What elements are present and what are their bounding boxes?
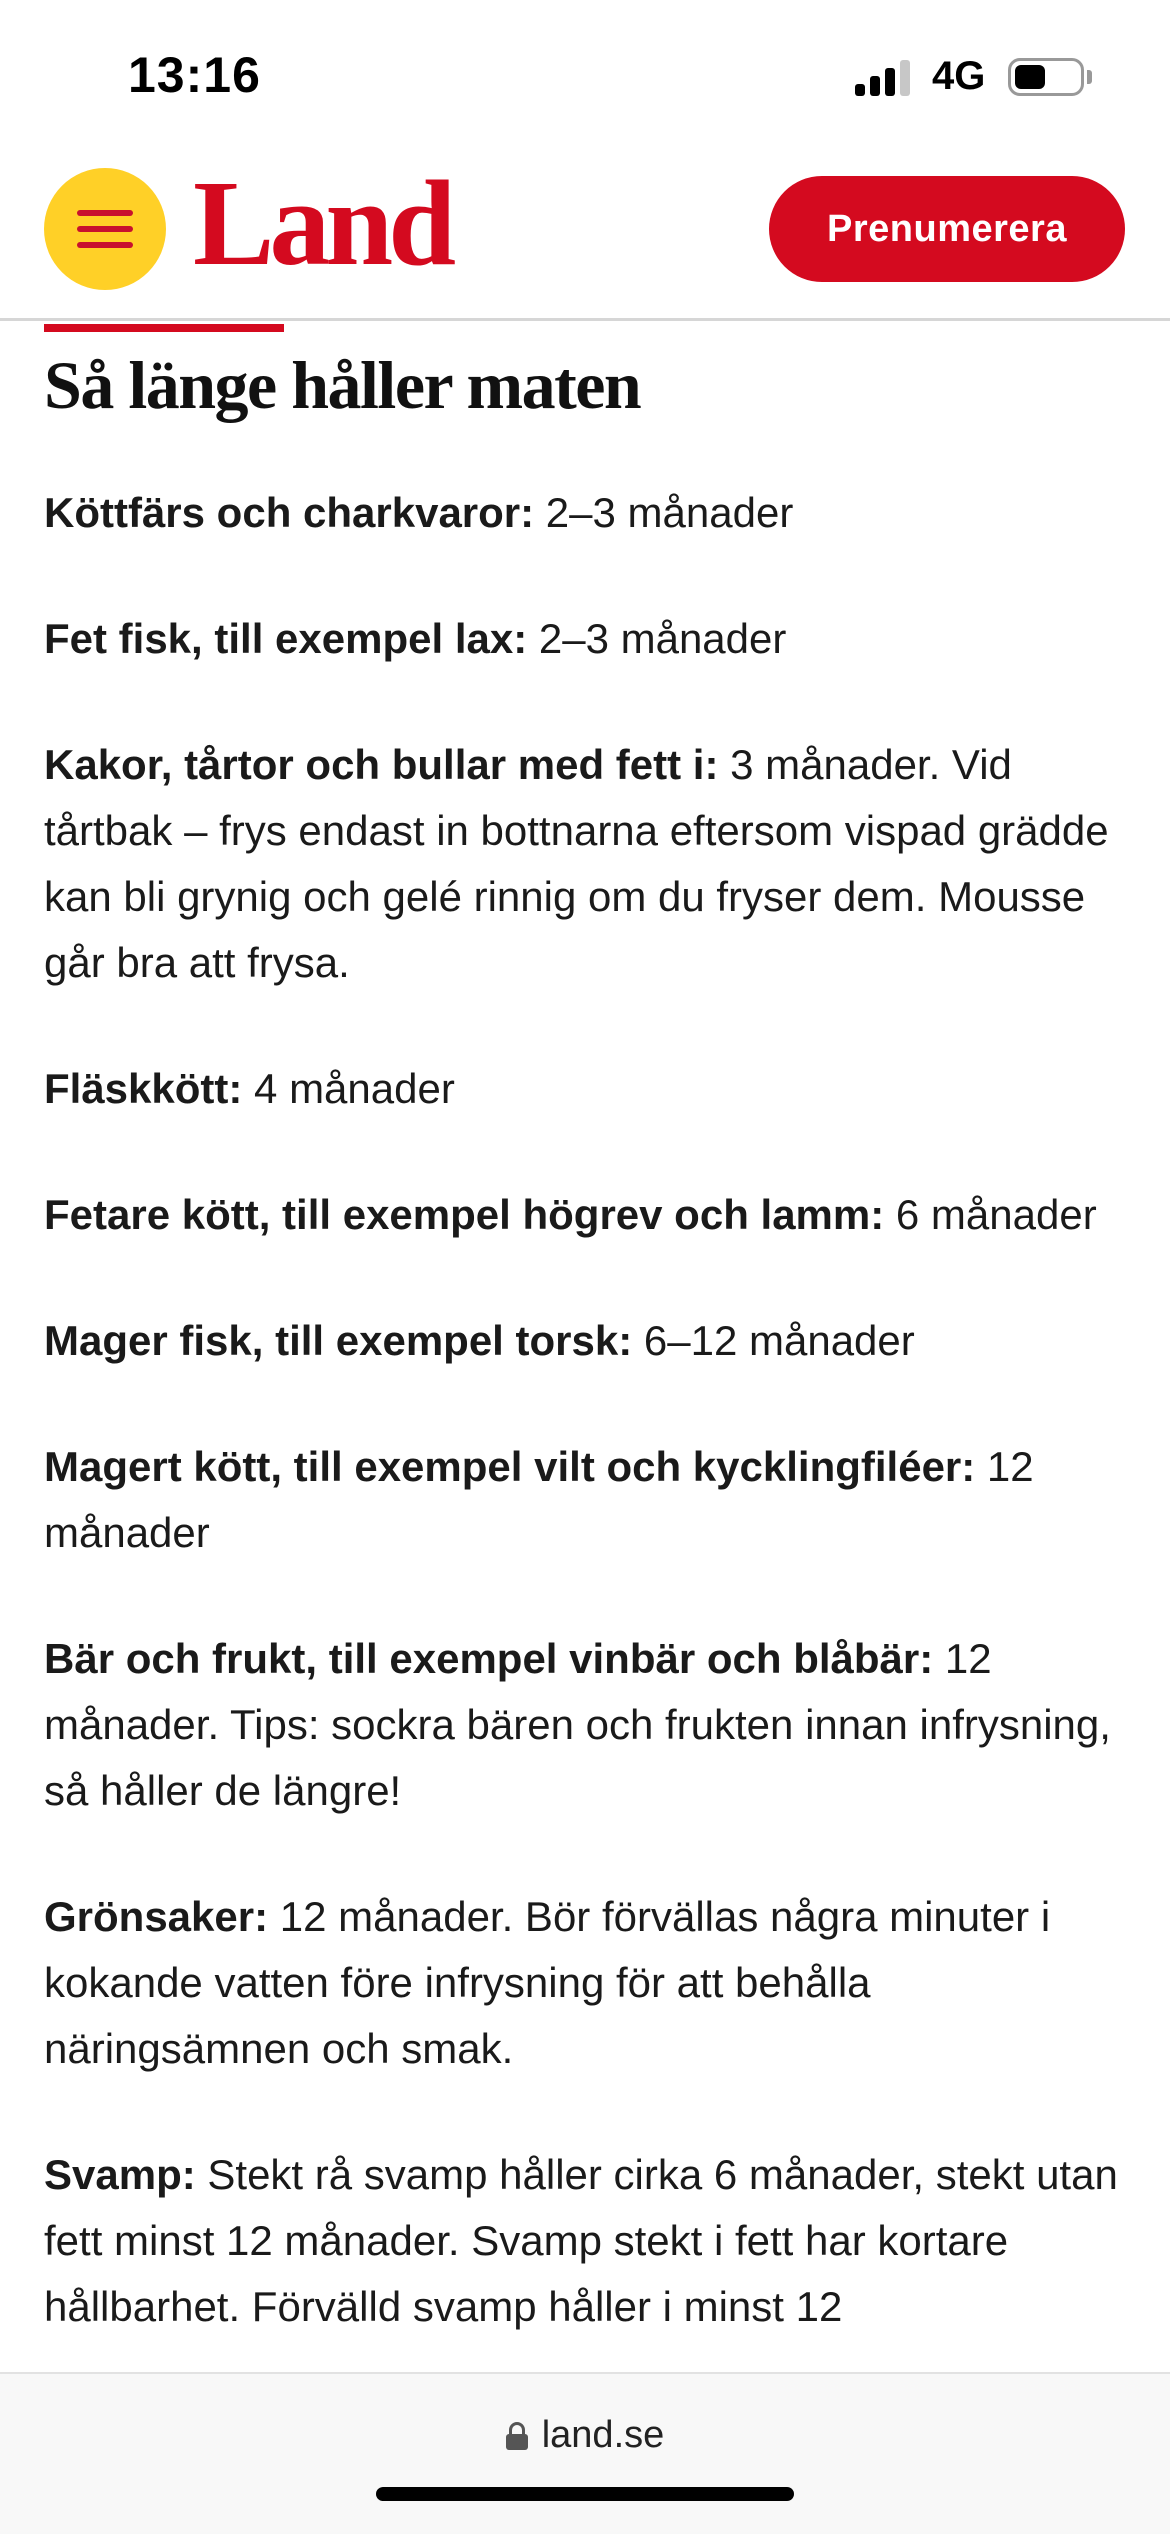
item-text: 4 månader [242,1065,455,1112]
item-text: Stekt rå svamp håller cirka 6 månader, stekt utan fett minst 12 månader. Svamp stekt i fett har kortare hållbarhet. Förvälld svamp håller i minst 12 [44,2151,1118,2330]
item-label: Svamp: [44,2151,196,2198]
shelf-life-item [44,1884,1134,2082]
lock-icon [506,2422,528,2450]
item-label: Fetare kött, till exempel högrev och lamm: [44,1191,885,1238]
item-text: 6 månader [884,1191,1097,1238]
address-bar[interactable] [0,2414,1170,2457]
shelf-life-item [44,606,1134,672]
menu-button[interactable] [44,168,166,290]
network-type: 4G [932,54,986,98]
item-label: Grönsaker: [44,1893,269,1940]
item-label: Fläskkött: [44,1065,243,1112]
site-header [0,150,1170,321]
item-text: 12 månader. Tips: sockra bären och frukten innan infrysning, så håller de längre! [44,1635,1111,1814]
battery-icon [1008,58,1084,96]
battery-level [1015,65,1045,89]
shelf-life-item [44,1434,1134,1566]
subscribe-button[interactable]: Prenumerera [769,176,1125,282]
url-text[interactable]: land.se [541,2414,665,2456]
home-indicator[interactable] [376,2487,794,2501]
shelf-life-item [44,1626,1134,1824]
shelf-life-item [44,2142,1134,2340]
item-text: 3 månader. Vid tårtbak – frys endast in bottnarna eftersom vispad grädde kan bli grynig och gelé rinnig om du fryser dem. Mousse går bra att frysa. [44,741,1109,986]
shelf-life-item [44,732,1134,996]
item-label: Kakor, tårtor och bullar med fett i: [44,741,719,788]
item-text: 2–3 månader [527,615,787,662]
item-text: 2–3 månader [534,489,794,536]
battery-nub [1087,70,1092,84]
article-body [44,480,1134,2372]
item-label: Köttfärs och charkvaror: [44,489,535,536]
status-bar [0,0,1170,150]
site-logo[interactable]: Land [193,156,452,291]
shelf-life-item [44,1182,1134,1248]
shelf-life-item [44,1056,1134,1122]
item-label: Fet fisk, till exempel lax: [44,615,528,662]
article-heading: Så länge håller maten [44,347,641,423]
shelf-life-item [44,480,1134,546]
browser-bottom-bar [0,2372,1170,2534]
signal-icon [855,58,915,96]
item-text: 12 månader [44,1443,1034,1556]
item-label: Mager fisk, till exempel torsk: [44,1317,633,1364]
item-text: 6–12 månader [632,1317,915,1364]
status-time: 13:16 [128,47,261,103]
section-accent-rule [44,324,284,332]
item-label: Magert kött, till exempel vilt och kycklingfiléer: [44,1443,976,1490]
item-label: Bär och frukt, till exempel vinbär och blåbär: [44,1635,934,1682]
item-text: 12 månader. Bör förvällas några minuter i kokande vatten före infrysning för att behålla näringsämnen och smak. [44,1893,1051,2072]
shelf-life-item [44,1308,1134,1374]
